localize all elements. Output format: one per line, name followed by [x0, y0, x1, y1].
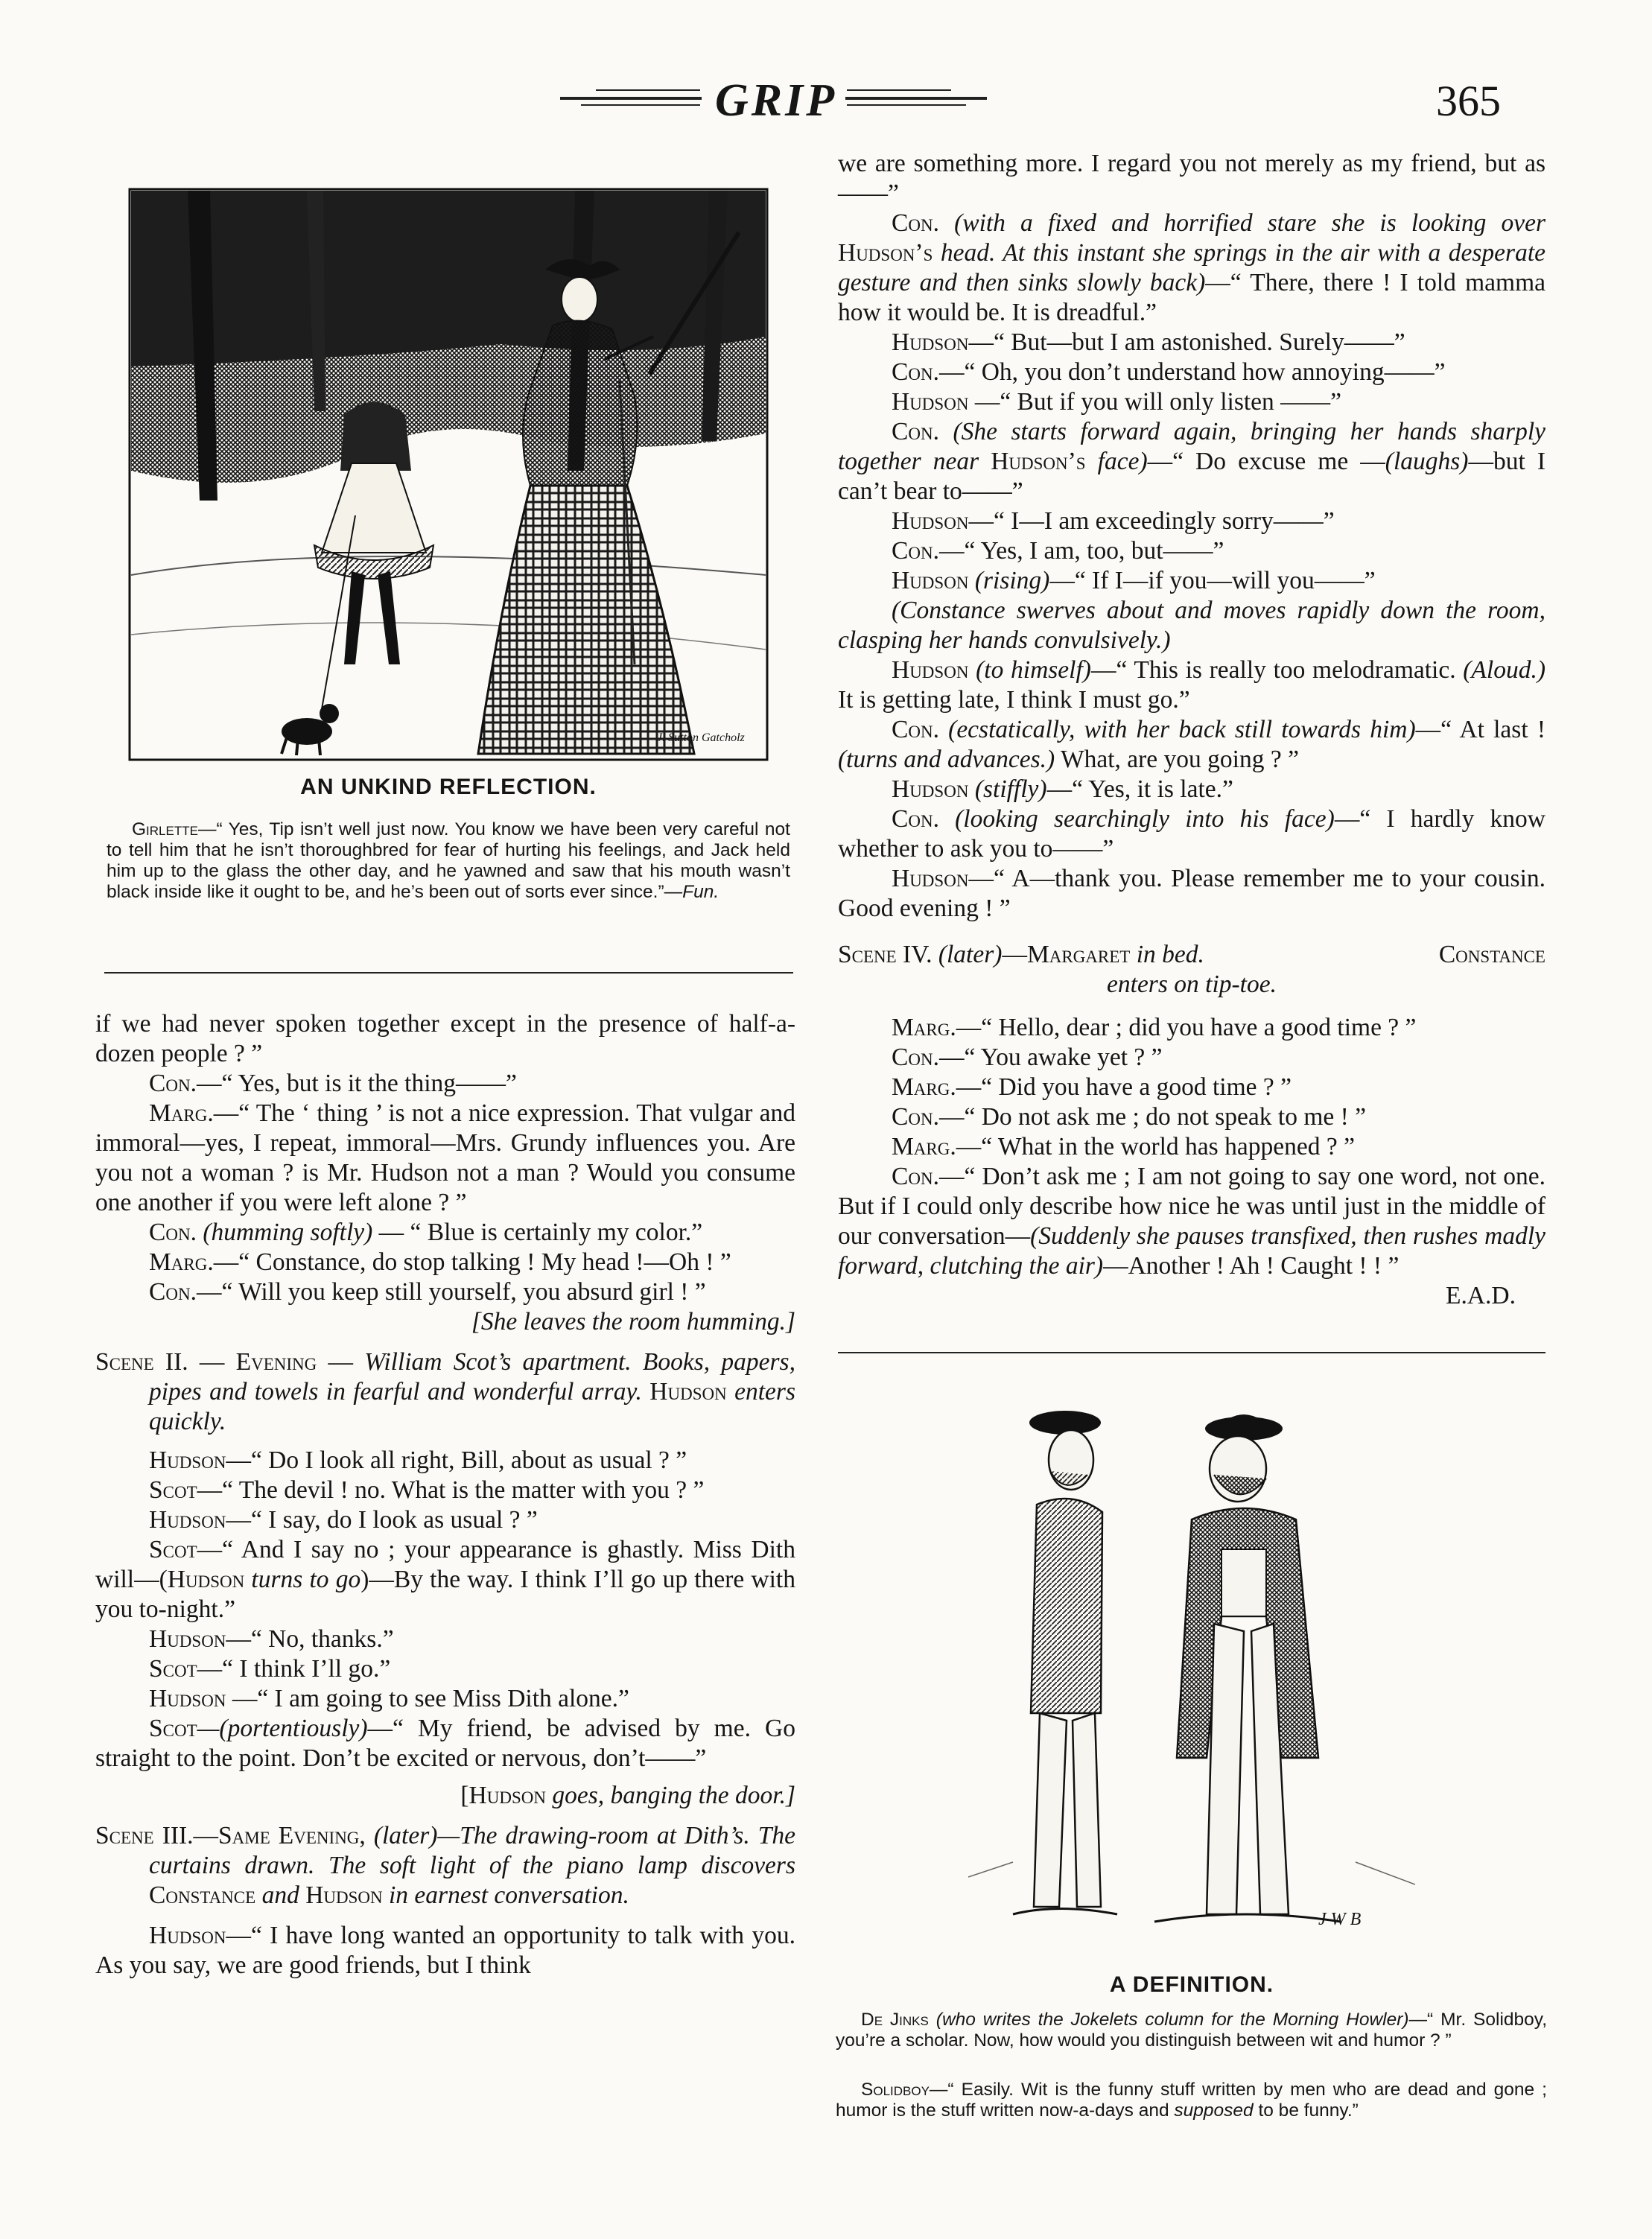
caption-speaker-girlette: Girlette [132, 819, 198, 839]
dialogue-hudson: Hudson—“ A—thank you. Please remember me to your cousin. Good evening ! ” [838, 865, 1545, 922]
dialogue-con: Con.—“ Oh, you don’t understand how annoying——” [892, 358, 1446, 386]
dialogue-hudson: Hudson—“ I have long wanted an opportunity to talk with you. As you say, we are good friends, but I think [95, 1922, 795, 1979]
masthead-rule-left [560, 97, 702, 100]
scene-heading: Scene II. — Evening — William Scot’s apartment. Books, papers, pipes and towels in fearful and wonderful array. Hudson enters quickly. [95, 1348, 795, 1435]
left-column [95, 1009, 795, 1981]
paragraph: we are something more. I regard you not merely as my friend, but as——” [838, 150, 1545, 207]
masthead-rule-right [845, 97, 987, 100]
scene-heading-continued: enters on tip-toe. [1107, 971, 1277, 998]
engraving-two-men [968, 1400, 1415, 1937]
illustration-unkind-reflection [128, 188, 769, 761]
dialogue-con: Con.—“ You awake yet ? ” [892, 1044, 1163, 1071]
dialogue-con: Con. (ecstatically, with her back still towards him)—“ At last ! (turns and advances.) What, are you going ? ” [838, 716, 1545, 773]
stage-direction: (Constance swerves about and moves rapidly down the room, clasping her hands convulsively.) [838, 597, 1545, 654]
caption-source: Fun. [682, 882, 719, 902]
dialogue-hudson: Hudson (to himself)—“ This is really too melodramatic. (Aloud.) It is getting late, I think I must go.” [838, 656, 1545, 714]
caption-text: —“ Yes, Tip isn’t well just now. You know we have been very careful not to tell him that he isn’t thoroughbred for fear of hurting his feelings, and Jack held him up to the glass the other day, and he yawned and saw that his mouth wasn’t black inside like it ought to be, and he’s been out of sorts ever since.”— [107, 819, 790, 902]
caption-title-unkind-reflection: AN UNKIND REFLECTION. [300, 775, 597, 799]
dialogue-scot: Scot—“ The devil ! no. What is the matter with you ? ” [149, 1476, 705, 1504]
masthead-title: GRIP [715, 75, 838, 126]
dialogue-scot: Scot—(portentiously)—“ My friend, be advised by me. Go straight to the point. Don’t be excited or nervous, don’t——” [95, 1715, 795, 1772]
dialogue-marg: Marg.—“ What in the world has happened ? ” [892, 1133, 1355, 1160]
dialogue-con: Con. (humming softly) — “ Blue is certainly my color.” [149, 1219, 703, 1246]
dialogue-marg: Marg.—“ Did you have a good time ? ” [892, 1073, 1292, 1101]
dialogue-hudson: Hudson (rising)—“ If I—if you—will you——” [892, 567, 1376, 594]
dialogue-marg: Marg.—“ The ‘ thing ’ is not a nice expression. That vulgar and immoral—yes, I repeat, immoral—Mrs. Grundy influences you. Are you not a woman ? is Mr. Hudson not a man ? Would you consume one another if you were left alone ? ” [95, 1099, 795, 1216]
scene-heading: Scene III.—Same Evening, (later)—The drawing-room at Dith’s. The curtains drawn. The soft light of the piano lamp discovers Constance and Hudson in earnest conversation. [95, 1822, 795, 1909]
illustration-a-definition [968, 1400, 1415, 1937]
stage-direction: [Hudson goes, banging the door.] [460, 1782, 795, 1809]
right-column [838, 149, 1545, 1311]
engraving-woman-and-girl [128, 188, 769, 761]
caption-a-definition-dejinks: De Jinks (who writes the Jokelets column for the Morning Howler)—“ Mr. Solidboy, you’re a scholar. Now, how would you distinguish between wit and humor ? ” [836, 2010, 1547, 2051]
page-number: 365 [1436, 77, 1501, 125]
dialogue-hudson: Hudson—“ I—I am exceedingly sorry——” [892, 507, 1335, 535]
masthead-rule-left-thin2 [596, 89, 700, 91]
divider-left-top [104, 972, 793, 974]
dialogue-con: Con. (She starts forward again, bringing her hands sharply together near Hudson’s face)—“ Do excuse me —(laughs)—but I can’t bear to——” [838, 418, 1545, 505]
masthead [0, 60, 1652, 142]
dialogue-con: Con. (with a fixed and horrified stare she is looking over Hudson’s head. At this instant she springs in the air with a desperate gesture and then sinks slowly back)—“ There, there ! I told mamma how it would be. It is dreadful.” [838, 209, 1545, 326]
caption-a-definition-solidboy: Solidboy—“ Easily. Wit is the funny stuff written by men who are dead and gone ; humor is the stuff written now-a-days and supposed to be funny.” [836, 2080, 1547, 2121]
dialogue-con: Con.—“ Will you keep still yourself, you absurd girl ! ” [149, 1278, 706, 1306]
paragraph: if we had never spoken together except in the presence of half-a-dozen people ? ” [95, 1010, 795, 1067]
dialogue-con: Con.—“ Don’t ask me ; I am not going to say one word, not one. But if I could only describe how nice he was until just in the middle of our conversation—(Suddenly she pauses transfixed, then rushes madly forward, clutching the air)—Another ! Ah ! Caught ! ! ” [838, 1163, 1545, 1280]
caption-title-a-definition: A DEFINITION. [1109, 1972, 1274, 1997]
dialogue-marg: Marg.—“ Constance, do stop talking ! My head !—Oh ! ” [149, 1248, 731, 1276]
dialogue-hudson: Hudson (stiffly)—“ Yes, it is late.” [892, 775, 1233, 803]
dialogue-hudson: Hudson—“ Do I look all right, Bill, about as usual ? ” [149, 1446, 687, 1474]
dialogue-hudson: Hudson —“ I am going to see Miss Dith alone.” [149, 1685, 629, 1712]
masthead-rule-right-thin2 [847, 89, 951, 91]
masthead-rule-right-thin [847, 104, 966, 106]
dialogue-hudson: Hudson—“ I say, do I look as usual ? ” [149, 1506, 538, 1534]
dialogue-scot: Scot—“ And I say no ; your appearance is ghastly. Miss Dith will—(Hudson turns to go)—By the way. I think I’ll go up there with you to-night.” [95, 1536, 795, 1623]
dialogue-con: Con.—“ Yes, but is it the thing——” [149, 1070, 517, 1097]
dialogue-hudson: Hudson—“ No, thanks.” [149, 1625, 394, 1653]
illustration-signature: J W B [1318, 1910, 1362, 1929]
dialogue-con: Con. (looking searchingly into his face)—“ I hardly know whether to ask you to——” [838, 805, 1545, 863]
dialogue-con: Con.—“ Yes, I am, too, but——” [892, 537, 1224, 565]
author-signature: E.A.D. [1446, 1282, 1516, 1309]
illustration-signature: J. Sutton Gatcholz [657, 731, 745, 744]
dialogue-hudson: Hudson —“ But if you will only listen ——” [892, 388, 1342, 416]
scene-heading: Scene IV. (later)—Margaret in bed. Constance [838, 941, 1545, 968]
dialogue-con: Con.—“ Do not ask me ; do not speak to me ! ” [892, 1103, 1367, 1131]
dialogue-marg: Marg.—“ Hello, dear ; did you have a good time ? ” [892, 1014, 1417, 1041]
divider-right [838, 1352, 1545, 1353]
dialogue-scot: Scot—“ I think I’ll go.” [149, 1655, 391, 1683]
stage-direction: [She leaves the room humming.] [471, 1308, 795, 1336]
caption-unkind-reflection [107, 819, 790, 903]
masthead-rule-left-thin [581, 104, 700, 106]
dialogue-hudson: Hudson—“ But—but I am astonished. Surely——” [892, 328, 1405, 356]
